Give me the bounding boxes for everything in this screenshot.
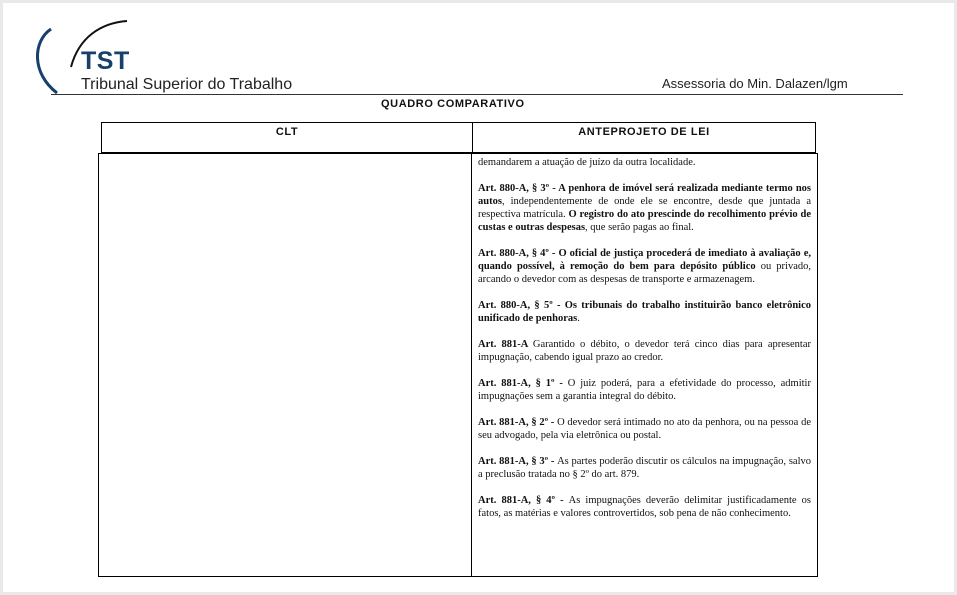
article-paragraph xyxy=(478,338,811,364)
document-page xyxy=(3,3,954,592)
article-reference: Art. 881-A, § 2º - xyxy=(478,417,558,428)
article-reference: Art. 880-A, § 3º - xyxy=(478,183,559,194)
article-text: . xyxy=(577,313,580,324)
article-reference: Art. 881-A, § 1º - xyxy=(478,378,568,389)
article-reference: Art. 881-A, § 4º - xyxy=(478,495,569,506)
document-title: QUADRO COMPARATIVO xyxy=(381,98,525,110)
column-header-clt: CLT xyxy=(102,123,473,152)
tst-logo xyxy=(31,17,293,97)
article-text: , independentemente de onde ele se encontre, desde que juntada a respectiva matrícula. xyxy=(478,196,811,220)
comparison-table-header xyxy=(101,122,816,153)
article-text: Os tribunais do trabalho instituirão banco eletrônico unificado de penhoras xyxy=(478,300,811,324)
article-paragraph xyxy=(478,377,811,403)
article-paragraph xyxy=(478,247,811,286)
article-text: ou privado, arcando o devedor com as despesas de transporte e armazenagem. xyxy=(478,261,812,285)
comparison-table-body xyxy=(98,153,818,577)
article-text: O juiz poderá, para a efetividade do processo, admitir impugnações sem a garantia integral do débito. xyxy=(478,378,811,402)
logo-subtitle: Tribunal Superior do Trabalho xyxy=(81,76,293,93)
header-divider xyxy=(51,94,903,95)
article-reference: Art. 881-A, § 3º - xyxy=(478,456,558,467)
column-divider xyxy=(471,154,472,576)
column-header-anteprojeto: ANTEPROJETO DE LEI xyxy=(578,126,710,138)
article-text: O devedor será intimado no ato da penhora, ou na pessoa de seu advogado, pela via eletrônica ou postal. xyxy=(478,417,811,441)
intro-paragraph: demandarem a atuação de juízo da outra localidade. xyxy=(478,157,696,168)
article-text: A penhora de imóvel será realizada mediante termo nos autos xyxy=(478,183,812,207)
article-paragraph xyxy=(478,494,811,520)
anteprojeto-column xyxy=(478,156,811,533)
article-paragraph xyxy=(478,299,811,325)
article-reference: Art. 881-A xyxy=(478,339,533,350)
article-paragraph xyxy=(478,416,811,442)
logo-title: TST xyxy=(81,47,130,75)
article-reference: Art. 880-A, § 4º - xyxy=(478,248,559,259)
article-text: , que serão pagas ao final. xyxy=(585,222,694,233)
article-text: As partes poderão discutir os cálculos na impugnação, salvo a preclusão tratada no § 2º do art. 879. xyxy=(478,456,811,480)
article-text: O registro do ato prescinde do recolhimento prévio de custas e outras despesas xyxy=(478,209,811,233)
article-text: As impugnações deverão delimitar justificadamente os fatos, as matérias e valores controvertidos, sob pena de não conhecimento. xyxy=(478,495,811,519)
article-text: Garantido o débito, o devedor terá cinco dias para apresentar impugnação, cabendo igual prazo ao credor. xyxy=(478,339,812,363)
article-paragraph xyxy=(478,182,811,234)
article-paragraph xyxy=(478,455,811,481)
article-reference: Art. 880-A, § 5º - xyxy=(478,300,565,311)
department-label: Assessoria do Min. Dalazen/lgm xyxy=(662,76,848,91)
article-text: O oficial de justiça procederá de imediato à avaliação e, quando possível, à remoção do bem para depósito público xyxy=(478,248,811,272)
